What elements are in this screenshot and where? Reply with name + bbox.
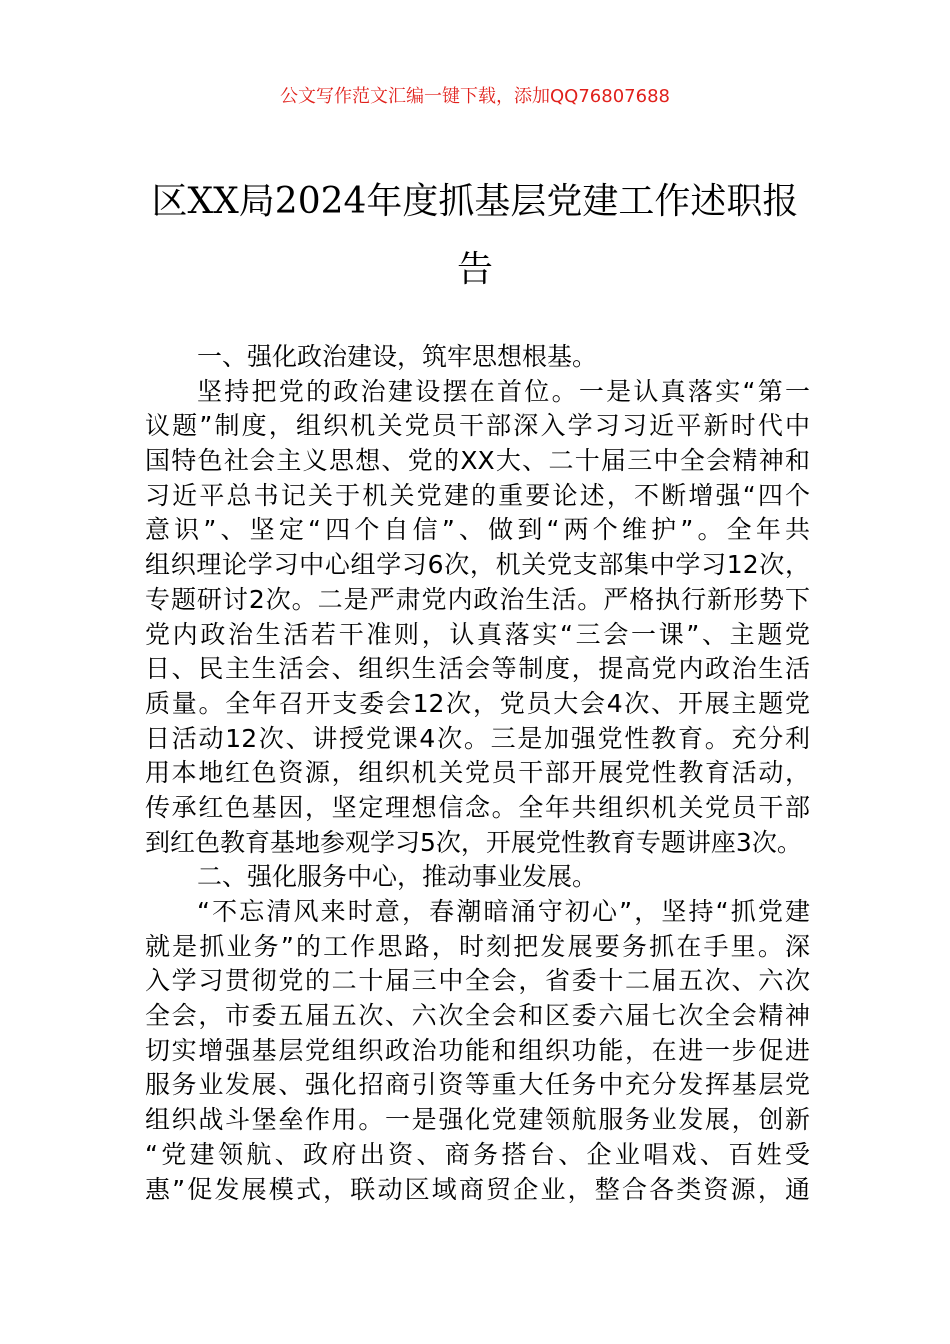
text-line: 传承红色基因，坚定理想信念。全年共组织机关党员干部 <box>145 792 810 822</box>
text-line: 切实增强基层党组织政治功能和组织功能，在进一步促进 <box>145 1035 810 1065</box>
text-line: 用本地红色资源，组织机关党员干部开展党性教育活动， <box>145 758 810 788</box>
text-line: “不忘清风来时意，春潮暗涌守初心”，坚持“抓党建 <box>197 897 810 926</box>
text-line: 质量。全年召开支委会12次，党员大会4次、开展主题党 <box>145 688 810 718</box>
text-line: 服务业发展、强化招商引资等重大任务中充分发挥基层党 <box>145 1070 810 1100</box>
text-line: 日活动12次、讲授党课4次。三是加强党性教育。充分利 <box>145 723 810 753</box>
text-line: 意识”、坚定“四个自信”、做到“两个维护”。全年共 <box>145 515 810 545</box>
text-line: 全会，市委五届五次、六次全会和区委六届七次全会精神 <box>145 1001 810 1031</box>
text-line: 组织战斗堡垒作用。一是强化党建领航服务业发展，创新 <box>145 1105 810 1135</box>
text-line: 国特色社会主义思想、党的XX大、二十届三中全会精神和 <box>145 446 810 476</box>
text-line: 一、强化政治建设，筑牢思想根基。 <box>197 342 598 371</box>
paragraph <box>145 895 810 1207</box>
section-heading <box>145 860 810 895</box>
text-line: 习近平总书记关于机关党建的重要论述，不断增强“四个 <box>145 480 810 510</box>
document-title-line-1: 区XX局2024年度抓基层党建工作述职报 <box>151 181 799 222</box>
document-title-line-2: 告 <box>456 249 493 290</box>
text-line: 到红色教育基地参观学习5次，开展党性教育专题讲座3次。 <box>145 827 802 857</box>
text-line: 二、强化服务中心，推动事业发展。 <box>197 862 598 892</box>
text-line: “党建领航、政府出资、商务搭台、企业唱戏、百姓受 <box>145 1139 810 1169</box>
document-body <box>145 340 810 1207</box>
text-line: 组织理论学习中心组学习6次，机关党支部集中学习12次， <box>145 550 810 580</box>
text-line: 惠”促发展模式，联动区域商贸企业，整合各类资源，通 <box>145 1174 810 1204</box>
text-line: 党内政治生活若干准则，认真落实“三会一课”、主题党 <box>145 619 810 649</box>
section-heading <box>145 340 810 375</box>
text-line: 就是抓业务”的工作思路，时刻把发展要务抓在手里。深 <box>145 931 810 961</box>
text-line: 坚持把党的政治建设摆在首位。一是认真落实“第一 <box>197 376 810 406</box>
download-banner: 公文写作范文汇编一键下载，添加QQ76807688 <box>280 86 670 107</box>
paragraph <box>145 375 810 861</box>
text-line: 议题”制度，组织机关党员干部深入学习习近平新时代中 <box>145 411 810 441</box>
text-line: 入学习贯彻党的二十届三中全会，省委十二届五次、六次 <box>145 966 810 996</box>
text-line: 日、民主生活会、组织生活会等制度，提高党内政治生活 <box>145 654 810 684</box>
text-line: 专题研讨2次。二是严肃党内政治生活。严格执行新形势下 <box>145 584 810 614</box>
